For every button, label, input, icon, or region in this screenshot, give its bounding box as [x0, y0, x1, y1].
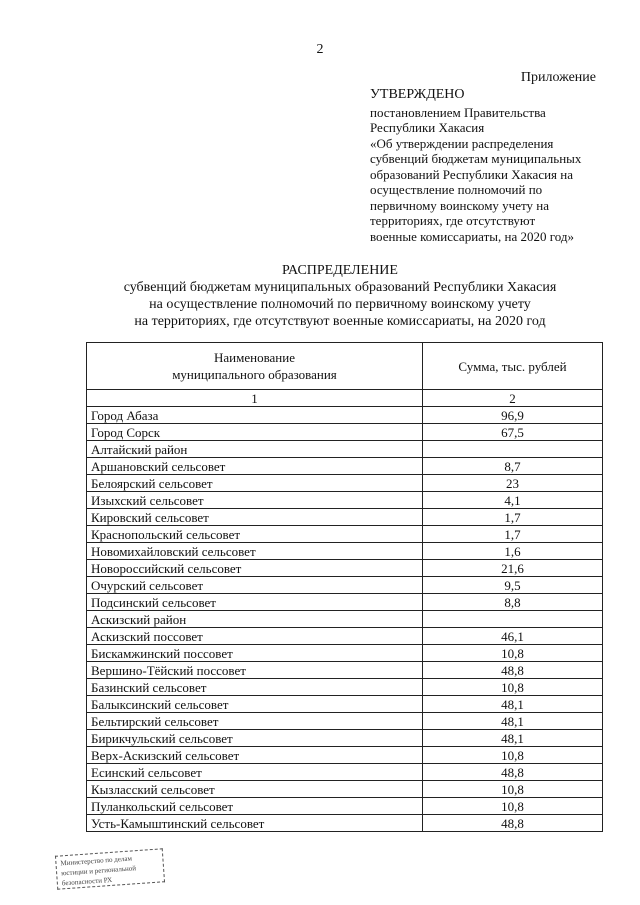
subtitle-line: на территориях, где отсутствуют военные комиссариаты, на 2020 год	[134, 314, 546, 329]
municipality-name: Кызласский сельсовет	[87, 781, 423, 798]
table-row	[87, 509, 603, 526]
subvention-sum: 1,7	[423, 509, 603, 526]
subvention-sum: 10,8	[423, 645, 603, 662]
subvention-sum: 4,1	[423, 492, 603, 509]
municipality-name: Алтайский район	[87, 441, 423, 458]
subtitle-line: субвенций бюджетам муниципальных образований Республики Хакасия	[123, 280, 557, 295]
column-number-1: 1	[87, 390, 423, 407]
municipality-name: Есинский сельсовет	[87, 764, 423, 781]
subvention-sum: 48,8	[423, 764, 603, 781]
column-header-name-line2: муниципального образования	[172, 367, 337, 382]
table-row	[87, 594, 603, 611]
subvention-sum: 21,6	[423, 560, 603, 577]
approval-line: образований Республики Хакасия на	[370, 166, 573, 182]
municipality-name: Бискамжинский поссовет	[87, 645, 423, 662]
stamp-line: Министерство по делам	[60, 854, 133, 868]
municipality-name: Новороссийский сельсовет	[87, 560, 423, 577]
table-row	[87, 696, 603, 713]
table-row	[87, 730, 603, 747]
column-number-row	[87, 390, 603, 407]
page-number: 2	[316, 42, 324, 57]
subvention-sum: 10,8	[423, 798, 603, 815]
subvention-sum: 23	[423, 475, 603, 492]
municipality-name: Кировский сельсовет	[87, 509, 423, 526]
approval-lines	[370, 105, 620, 245]
approval-line: военные комиссариаты, на 2020 год»	[370, 228, 574, 244]
subvention-sum: 96,9	[423, 407, 603, 424]
approval-line: постановлением Правительства	[370, 104, 546, 120]
table-row	[87, 611, 603, 628]
subvention-sum: 48,1	[423, 696, 603, 713]
column-header-sum: Сумма, тыс. рублей	[423, 343, 603, 390]
table-row	[87, 407, 603, 424]
table-row	[87, 560, 603, 577]
municipality-name: Город Абаза	[87, 407, 423, 424]
table-row	[87, 543, 603, 560]
registration-stamp	[55, 848, 165, 889]
subvention-sum: 46,1	[423, 628, 603, 645]
table-row	[87, 747, 603, 764]
table-header-row	[87, 343, 603, 390]
approval-line: территориях, где отсутствуют	[370, 213, 536, 228]
municipality-name: Изыхский сельсовет	[87, 492, 423, 509]
subvention-sum: 1,7	[423, 526, 603, 543]
subvention-sum: 10,8	[423, 781, 603, 798]
municipality-name: Аскизский район	[87, 611, 423, 628]
subvention-sum: 48,8	[423, 662, 603, 679]
table-row	[87, 475, 603, 492]
municipality-name: Краснопольский сельсовет	[87, 526, 423, 543]
subvention-sum: 67,5	[423, 424, 603, 441]
municipality-name: Новомихайловский сельсовет	[87, 543, 423, 560]
municipality-name: Белоярский сельсовет	[87, 475, 423, 492]
subvention-sum: 8,8	[423, 594, 603, 611]
municipality-name: Аскизский поссовет	[87, 628, 423, 645]
subvention-sum	[423, 441, 603, 458]
table-row	[87, 645, 603, 662]
municipality-name: Очурский сельсовет	[87, 577, 423, 594]
municipality-name: Вершино-Тёйский поссовет	[87, 662, 423, 679]
subvention-sum: 10,8	[423, 747, 603, 764]
stamp-line: безопасности РХ	[61, 875, 113, 888]
municipality-name: Балыксинский сельсовет	[87, 696, 423, 713]
distribution-table	[86, 342, 603, 832]
stamp-line: юстиции и региональной	[60, 864, 137, 878]
municipality-name: Пуланкольский сельсовет	[87, 798, 423, 815]
table-row	[87, 577, 603, 594]
subvention-sum: 48,1	[423, 713, 603, 730]
table-row	[87, 815, 603, 832]
appendix-label: Приложение	[520, 70, 596, 85]
municipality-name: Аршановский сельсовет	[87, 458, 423, 475]
table-row	[87, 628, 603, 645]
municipality-name: Бирикчульский сельсовет	[87, 730, 423, 747]
document-heading: РАСПРЕДЕЛЕНИЕ	[282, 263, 398, 278]
subvention-sum: 48,8	[423, 815, 603, 832]
approval-header: УТВЕРЖДЕНО	[370, 87, 465, 102]
table-row	[87, 441, 603, 458]
subvention-sum: 8,7	[423, 458, 603, 475]
table-row	[87, 713, 603, 730]
column-header-name	[87, 343, 423, 390]
approval-line: «Об утверждении распределения	[370, 135, 554, 151]
subvention-sum	[423, 611, 603, 628]
table-row	[87, 526, 603, 543]
table-row	[87, 798, 603, 815]
document-subtitle	[0, 279, 640, 330]
subvention-sum: 10,8	[423, 679, 603, 696]
approval-line: Республики Хакасия	[370, 120, 485, 135]
approval-block	[370, 87, 620, 244]
column-number-2: 2	[423, 390, 603, 407]
approval-line: осуществление полномочий по	[370, 182, 543, 197]
subvention-sum: 9,5	[423, 577, 603, 594]
municipality-name: Город Сорск	[87, 424, 423, 441]
table-row	[87, 781, 603, 798]
municipality-name: Усть-Камыштинский сельсовет	[87, 815, 423, 832]
subvention-sum: 1,6	[423, 543, 603, 560]
municipality-name: Базинский сельсовет	[87, 679, 423, 696]
subvention-sum: 48,1	[423, 730, 603, 747]
document-title	[0, 262, 640, 330]
table-row	[87, 492, 603, 509]
municipality-name: Подсинский сельсовет	[87, 594, 423, 611]
table-row	[87, 764, 603, 781]
table-row	[87, 424, 603, 441]
subtitle-line: на осуществление полномочий по первичному воинскому учету	[149, 297, 531, 312]
approval-line: первичному воинскому учету на	[370, 197, 549, 213]
table-row	[87, 662, 603, 679]
table-row	[87, 458, 603, 475]
column-header-name-line1: Наименование	[214, 350, 295, 365]
municipality-name: Бельтирский сельсовет	[87, 713, 423, 730]
approval-line: субвенций бюджетам муниципальных	[370, 151, 582, 166]
municipality-name: Верх-Аскизский сельсовет	[87, 747, 423, 764]
table-row	[87, 679, 603, 696]
